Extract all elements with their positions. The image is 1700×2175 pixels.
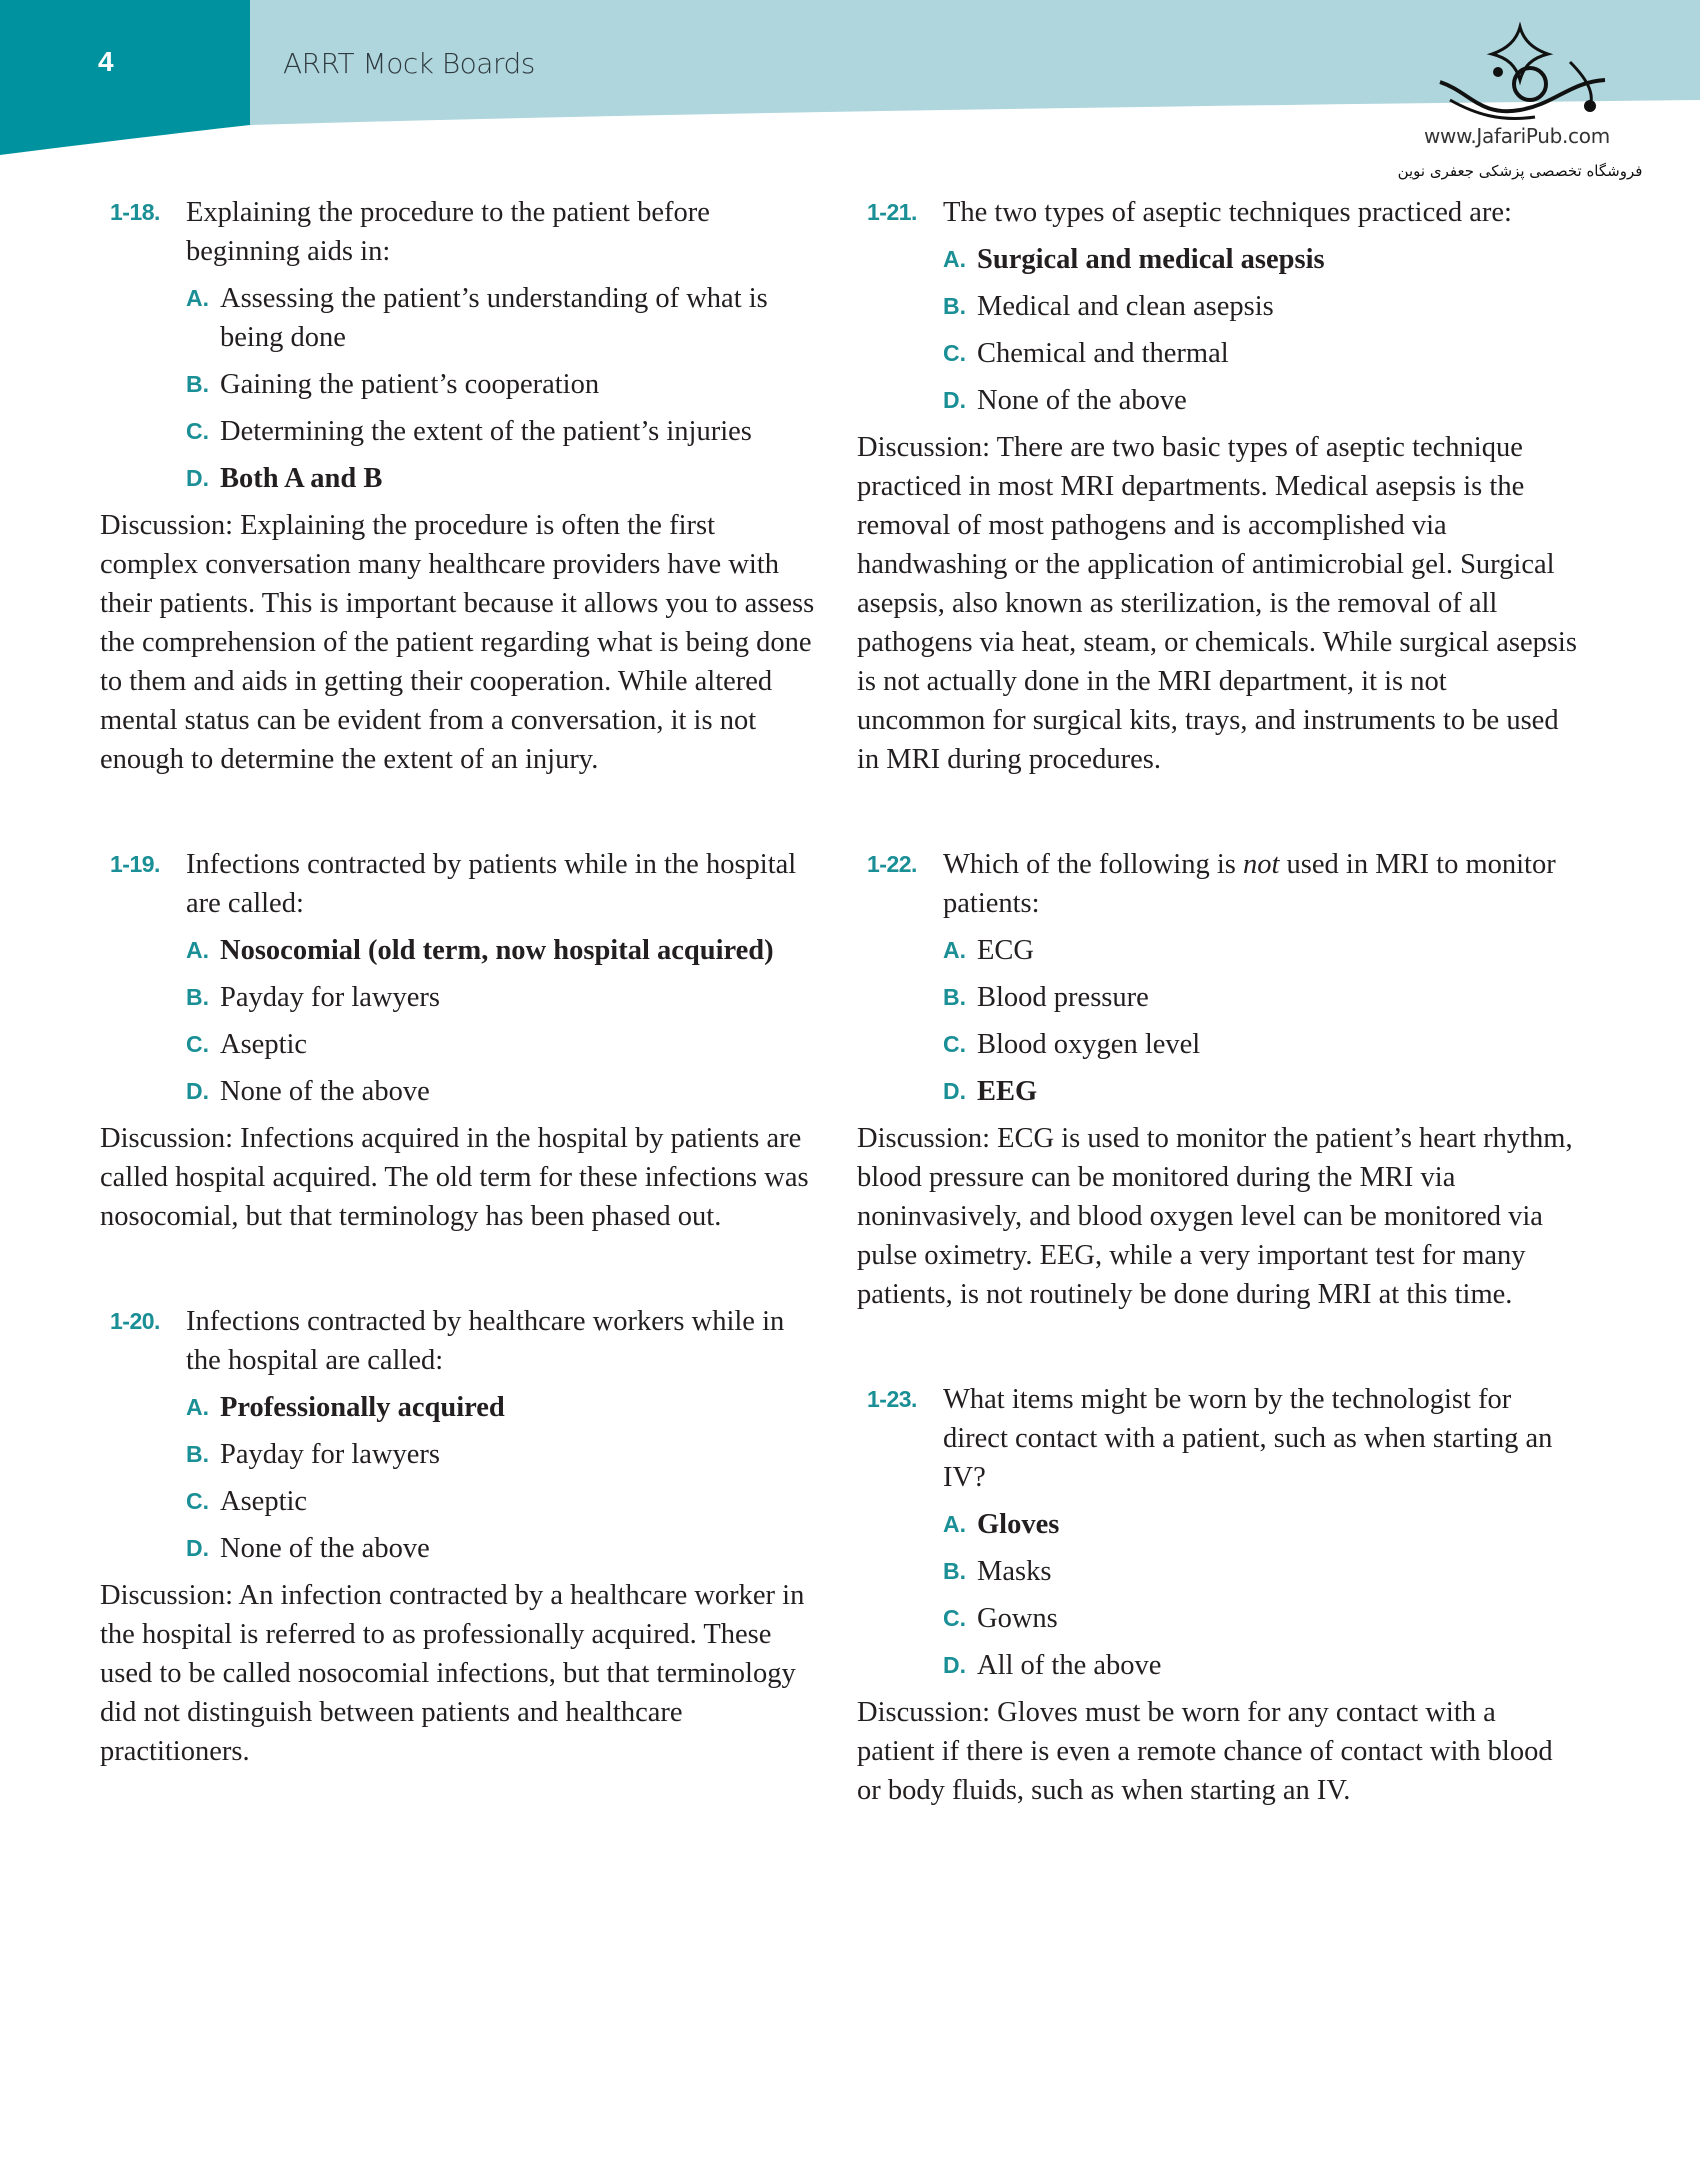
option-a [943,931,1577,970]
option-text: EEG [977,1076,1038,1107]
option-letter: D. [186,1078,209,1104]
option-list [943,931,1577,1111]
option-c [943,1025,1577,1064]
option-d [186,1529,820,1568]
question-1-23 [857,1380,1577,1810]
option-text: All of the above [977,1650,1162,1681]
option-letter: B. [943,1558,966,1584]
option-text: Surgical and medical asepsis [977,244,1325,275]
option-text: Gloves [977,1509,1060,1540]
option-letter: A. [943,1511,966,1537]
option-c [186,1025,820,1064]
option-text: Blood oxygen level [977,1029,1201,1060]
option-b [943,978,1577,1017]
option-text: Assessing the patient’s understanding of what is being done [220,283,768,353]
option-c [186,1482,820,1521]
question-1-22 [857,845,1577,1314]
option-letter: B. [186,1441,209,1467]
option-list [943,240,1577,420]
option-letter: D. [943,1078,966,1104]
option-letter: C. [186,1488,209,1514]
option-letter: C. [186,418,209,444]
option-text: None of the above [220,1533,430,1564]
option-d [943,1646,1577,1685]
option-letter: A. [186,937,209,963]
discussion-text: Discussion: Infections acquired in the hospital by patients are called hospital acquired. The old term for these infections was nosocomial, but that terminology has been phased out. [100,1123,809,1232]
question-number: 1-20. [110,1308,160,1334]
option-letter: B. [943,293,966,319]
question-stem-emphasis: not [1243,849,1280,880]
option-letter: A. [943,246,966,272]
option-d [943,381,1577,420]
option-list [186,1388,820,1568]
option-text: ECG [977,935,1034,966]
discussion-text: Discussion: An infection contracted by a healthcare worker in the hospital is referred to as professionally acquired. These used to be called nosocomial infections, but that terminology did not distinguish between patients and healthcare practitioners. [100,1580,805,1767]
option-text: Chemical and thermal [977,338,1229,369]
option-a-correct [943,1505,1577,1544]
discussion-text: Discussion: Gloves must be worn for any contact with a patient if there is even a remote chance of contact with blood or body fluids, such as when starting an IV. [857,1697,1553,1806]
question-stem: Infections contracted by healthcare workers while in the hospital are called: [186,1306,785,1376]
option-b [186,978,820,1017]
question-number: 1-18. [110,199,160,225]
option-d-correct [943,1072,1577,1111]
watermark-url: www.JafariPub.com [1424,124,1610,148]
option-text: Both A and B [220,463,383,494]
option-text: Payday for lawyers [220,1439,441,1470]
option-b [943,287,1577,326]
option-list [186,931,820,1111]
left-column [100,193,820,1771]
option-c [943,334,1577,373]
question-stem: The two types of aseptic techniques practiced are: [943,197,1512,228]
page-number: 4 [98,46,114,77]
option-letter: D. [943,387,966,413]
option-letter: C. [186,1031,209,1057]
option-letter: A. [186,1394,209,1420]
question-stem-end: used in MRI to monitor patients: [943,849,1556,919]
question-stem: Explaining the procedure to the patient before beginning aids in: [186,197,710,267]
question-stem-start: Which of the following is [943,849,1243,880]
option-text: Blood pressure [977,982,1149,1013]
watermark-tagline: فروشگاه تخصصی پزشکی جعفری نوین [1397,162,1643,180]
option-letter: B. [186,371,209,397]
option-text: Gaining the patient’s cooperation [220,369,600,400]
option-text: Aseptic [220,1029,308,1060]
discussion-text: Discussion: There are two basic types of aseptic technique practiced in most MRI departments. Medical asepsis is the removal of most pathogens and is accomplished via handwashing or the application of antimicrobial gel. Surgical asepsis, also known as sterilization, is the removal of all pathogens via heat, steam, or chemicals. While surgical asepsis is not actually done in the MRI department, it is not uncommon for surgical kits, trays, and instruments to be used in MRI during procedures. [857,432,1577,775]
question-number: 1-19. [110,851,160,877]
option-letter: C. [943,1031,966,1057]
option-a-correct [186,1388,820,1427]
question-stem: What items might be worn by the technologist for direct contact with a patient, such as when starting an IV? [943,1384,1553,1493]
option-letter: C. [943,340,966,366]
option-text: Gowns [977,1603,1058,1634]
option-text: Determining the extent of the patient’s injuries [220,416,752,447]
question-stem: Infections contracted by patients while in the hospital are called: [186,849,797,919]
right-column [857,193,1577,1810]
option-c [943,1599,1577,1638]
option-c [186,412,820,451]
running-head-title: ARRT Mock Boards [283,47,535,80]
option-text: Payday for lawyers [220,982,441,1013]
question-1-19 [100,845,820,1236]
option-a-correct [943,240,1577,279]
question-1-21 [857,193,1577,779]
option-letter: C. [943,1605,966,1631]
option-b [943,1552,1577,1591]
option-letter: D. [943,1652,966,1678]
option-list [943,1505,1577,1685]
option-letter: B. [943,984,966,1010]
option-text: None of the above [977,385,1187,416]
option-b [186,365,820,404]
discussion-text: Discussion: ECG is used to monitor the patient’s heart rhythm, blood pressure can be monitored during the MRI via noninvasively, and blood oxygen level can be monitored via pulse oximetry. EEG, while a very important test for many patients, is not routinely be done during MRI at this time. [857,1123,1573,1310]
option-text: Professionally acquired [220,1392,505,1423]
question-number: 1-22. [867,851,917,877]
option-text: Medical and clean asepsis [977,291,1274,322]
option-d-correct [186,459,820,498]
option-list [186,279,820,498]
option-letter: D. [186,1535,209,1561]
header-dark-tab [0,0,250,155]
question-1-20 [100,1302,820,1771]
question-number: 1-23. [867,1386,917,1412]
discussion-text: Discussion: Explaining the procedure is often the first complex conversation many healthcare providers have with their patients. This is important because it allows you to assess the comprehension of the patient regarding what is being done to them and aids in getting their cooperation. While altered mental status can be evident from a conversation, it is not enough to determine the extent of an injury. [100,510,815,775]
option-text: Masks [977,1556,1052,1587]
option-d [186,1072,820,1111]
option-a [186,279,820,357]
option-text: Nosocomial (old term, now hospital acquired) [220,935,774,966]
option-b [186,1435,820,1474]
question-number: 1-21. [867,199,917,225]
option-letter: D. [186,465,209,491]
option-letter: A. [186,285,209,311]
option-a-correct [186,931,820,970]
question-1-18 [100,193,820,779]
option-letter: B. [186,984,209,1010]
option-text: Aseptic [220,1486,308,1517]
option-text: None of the above [220,1076,430,1107]
option-letter: A. [943,937,966,963]
